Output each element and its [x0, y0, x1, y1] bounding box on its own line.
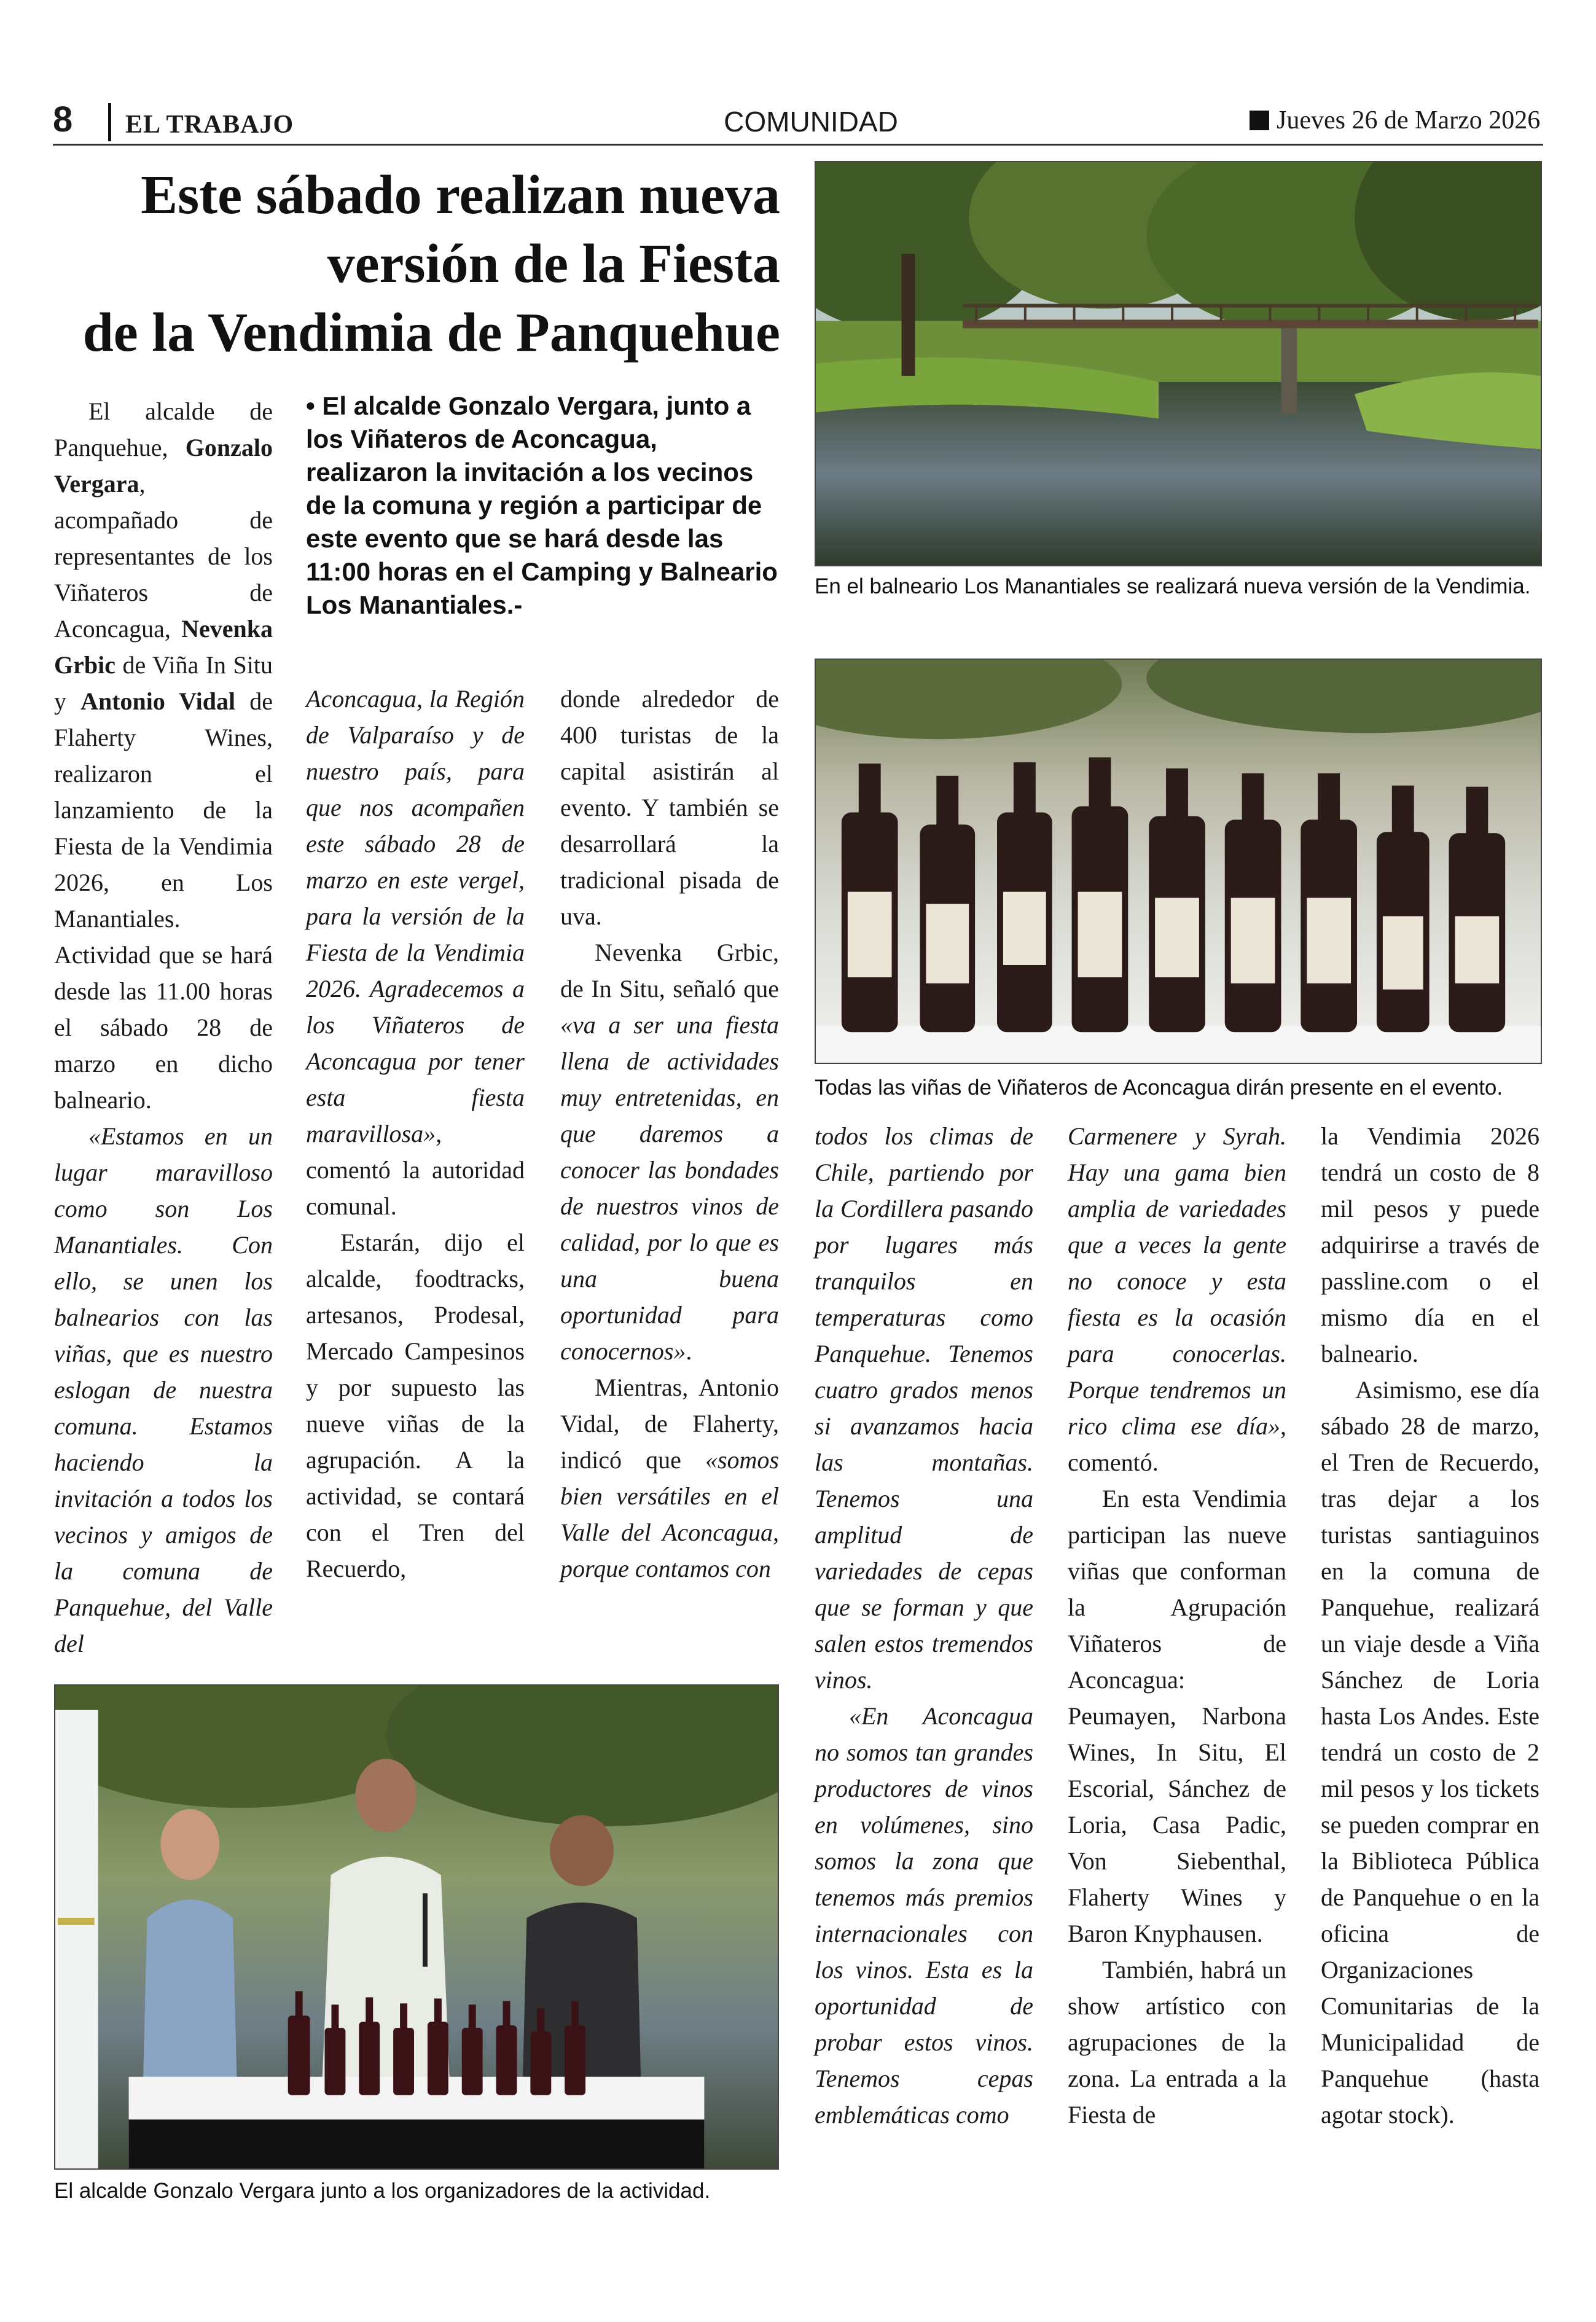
paragraph: Nevenka Grbic, de In Situ, señaló que «va a ser una fiesta llena de actividades muy entretenidas, en que daremos a conocer las bondades de nuestros vinos de calidad, por lo que es una buena oportunidad para conocernos». — [560, 939, 779, 1365]
paragraph: Asimismo, ese día sábado 28 de marzo, el Tren de Recuerdo, tras dejar a los turistas santiaguinos en la comuna de Panquehue, realizará un viaje desde a Viña Sánchez de Loria hasta Los Andes. Este tendrá un costo de 2 mil pesos y los tickets se pueden comprar en la Biblioteca Pública de Panquehue o en la oficina de Organizaciones Comunitarias de la Municipalidad de Panquehue (hasta agotar stock). — [1321, 1376, 1539, 2128]
headline-line: Este sábado realizan nueva — [141, 165, 780, 225]
quote-paragraph: Carmenere y Syrah. Hay una gama bien amplia de variedades que a veces la gente no conoce y esta fiesta es la ocasión para conocerlas. Porque tendremos un rico clima ese día», comentó. — [1068, 1122, 1286, 1476]
quote-paragraph: «En Aconcagua no somos tan grandes productores de vinos en volúmenes, sino somos la zona que tenemos más premios internacionales con los vinos. Esta es la oportunidad de probar estos vinos. Tenemos cepas emblemáticas como — [815, 1702, 1033, 2128]
photo-caption: Todas las viñas de Viñateros de Aconcagua dirán presente en el evento. — [815, 1076, 1503, 1100]
date-square-icon — [1250, 111, 1269, 130]
photo-caption: El alcalde Gonzalo Vergara junto a los organizadores de la actividad. — [54, 2179, 711, 2203]
paragraph: El alcalde de Panquehue, Gonzalo Vergara, acompañado de representantes de los Viñateros de Aconcagua, Nevenka Grbic de Viña In Situ y Antonio Vidal de Flaherty Wines, realizaron el lanzamiento de la Fiesta de la Vendimia 2026, en Los Manantiales. Actividad que se hará desde las 11.00 horas el sábado 28 de marzo en dicho balneario. — [54, 397, 273, 1114]
newspaper-name: EL TRABAJO — [125, 111, 294, 139]
paragraph: la Vendimia 2026 tendrá un costo de 8 mil pesos y puede adquirirse a través de passline.com o el mismo día en el balneario. — [1321, 1122, 1539, 1367]
paragraph: En esta Vendimia participan las nueve viñas que conforman la Agrupación Viñateros de Aconcagua: Peumayen, Narbona Wines, In Situ, El Escorial, Sánchez de Loria, Casa Padic, Von Siebenthal, Flaherty Wines y Baron Knyphausen. — [1068, 1485, 1286, 1947]
body-column-4 — [815, 1118, 1033, 2211]
body-column-1 — [54, 393, 273, 1671]
body-column-5 — [1068, 1118, 1286, 2211]
header-separator — [108, 103, 111, 141]
paragraph: donde alrededor de 400 turistas de la capital asistirán al evento. Y también se desarrollará la tradicional pisada de uva. — [560, 685, 779, 930]
photo-balneario-bridge — [815, 161, 1542, 566]
body-column-6 — [1321, 1118, 1539, 2211]
article-lead: • El alcalde Gonzalo Vergara, junto a los Viñateros de Aconcagua, realizaron la invitación a los vecinos de la comuna y región a participar de este evento que se hará desde las 11:00 horas en el Camping y Balneario Los Manantiales.- — [306, 391, 778, 619]
body-column-2 — [306, 681, 525, 1670]
headline-line: versión de la Fiesta — [327, 233, 780, 294]
header-rule — [53, 144, 1543, 146]
paragraph: Estarán, dijo el alcalde, foodtracks, artesanos, Prodesal, Mercado Campesinos y por supuesto las nueve viñas de la agrupación. A la actividad, se contará con el Tren del Recuerdo, — [306, 1229, 525, 1582]
paragraph: También, habrá un show artístico con agrupaciones de la zona. La entrada a la Fiesta de — [1068, 1956, 1286, 2128]
page-number: 8 — [53, 100, 73, 139]
quote-paragraph: «Estamos en un lugar maravilloso como son Los Manantiales. Con ello, se unen los balnearios con las viñas, que es nuestro eslogan de nuestra comuna. Estamos haciendo la invitación a todos los vecinos y amigos de la comuna de Panquehue, del Valle del — [54, 1122, 273, 1657]
article-headline — [53, 161, 780, 367]
quote-paragraph: todos los climas de Chile, partiendo por la Cordillera pasando por lugares más tranquilos en temperaturas como Panquehue. Tenemos cuatro grados menos si avanzamos hacia las montañas. Tenemos una amplitud de variedades de cepas que se forman y que salen estos tremendos vinos. — [815, 1122, 1033, 1694]
photo-caption: En el balneario Los Manantiales se realizará nueva versión de la Vendimia. — [815, 574, 1531, 598]
quote-paragraph: Aconcagua, la Región de Valparaíso y de nuestro país, para que nos acompañen este sábado 28 de marzo en este vergel, para la versión de la Fiesta de la Vendimia 2026. Agradecemos a los Viñateros de Aconcagua por tener esta fiesta maravillosa», comentó la autoridad comunal. — [306, 685, 525, 1220]
body-column-3 — [560, 681, 779, 1670]
issue-date: Jueves 26 de Marzo 2026 — [1277, 106, 1541, 135]
photo-organizers — [54, 1684, 779, 2170]
photo-wine-bottles — [815, 659, 1542, 1064]
paragraph: Mientras, Antonio Vidal, de Flaherty, indicó que «somos bien versátiles en el Valle del Aconcagua, porque contamos con — [560, 1374, 779, 1582]
headline-line: de la Vendimia de Panquehue — [82, 302, 780, 363]
section-name: COMUNIDAD — [724, 106, 898, 138]
